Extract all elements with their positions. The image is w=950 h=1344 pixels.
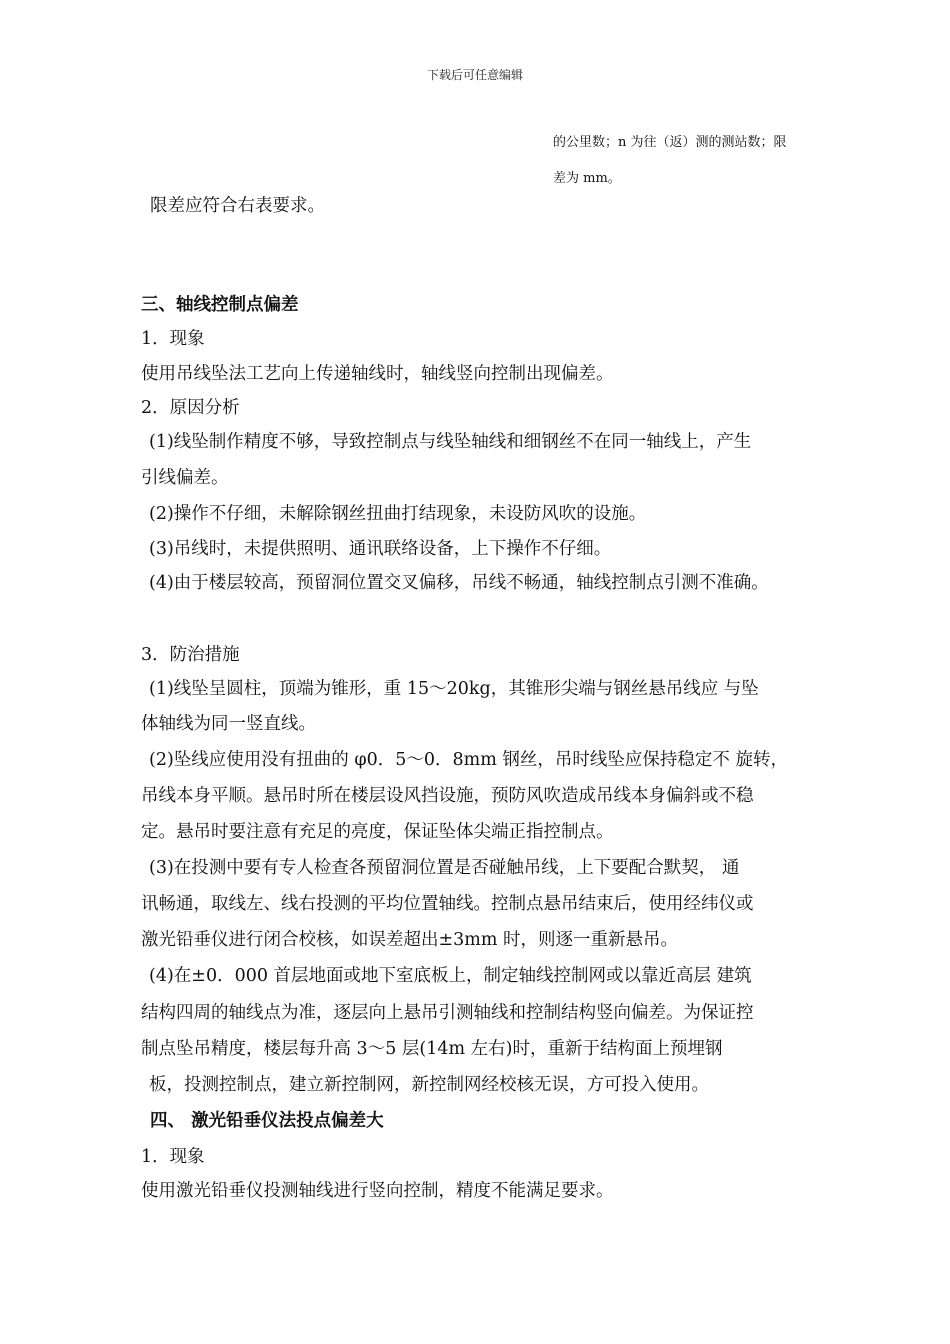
subheading-phenomenon: 1．现象 (141, 329, 205, 349)
paragraph-line: 定。悬吊时要注意有充足的亮度，保证坠体尖端正指控制点。 (141, 822, 614, 842)
paragraph-line: 体轴线为同一竖直线。 (141, 714, 316, 734)
paragraph-line: 结构四周的轴线点为准，逐层向上悬吊引测轴线和控制结构竖向偏差。为保证控 (141, 1003, 754, 1023)
paragraph-line: 限差应符合右表要求。 (150, 196, 325, 216)
subheading-phenomenon: 1．现象 (141, 1147, 205, 1167)
paragraph-line: 引线偏差。 (141, 468, 229, 488)
paragraph-line: (1)线坠呈圆柱，顶端为锥形，重 15～20kg，其锥形尖端与钢丝悬吊线应 与坠 (149, 679, 759, 699)
section-heading-3: 三、轴线控制点偏差 (141, 295, 299, 315)
paragraph-line: 激光铅垂仪进行闭合校核，如误差超出±3mm 时，则逐一重新悬吊。 (141, 930, 679, 950)
paragraph-line: 使用激光铅垂仪投测轴线进行竖向控制，精度不能满足要求。 (141, 1181, 614, 1201)
paragraph-line: (3)在投测中要有专人检查各预留洞位置是否碰触吊线，上下要配合默契， 通 (149, 858, 740, 878)
paragraph-line: (2)操作不仔细，未解除钢丝扭曲打结现象，未设防风吹的设施。 (149, 504, 647, 524)
page-header: 下载后可任意编辑 (426, 68, 523, 82)
section-heading-4: 四、 激光铅垂仪法投点偏差大 (150, 1111, 384, 1131)
paragraph-line: (4)由于楼层较高，预留洞位置交叉偏移，吊线不畅通，轴线控制点引测不准确。 (149, 573, 769, 593)
paragraph-line: 吊线本身平顺。悬吊时所在楼层设风挡设施，预防风吹造成吊线本身偏斜或不稳 (141, 786, 754, 806)
paragraph-line: (3)吊线时，未提供照明、通讯联络设备，上下操作不仔细。 (149, 539, 612, 559)
paragraph-line: 使用吊线坠法工艺向上传递轴线时，轴线竖向控制出现偏差。 (141, 364, 614, 384)
table-note-line-1: 的公里数；n 为往（返）测的测站数；限 (553, 135, 787, 150)
paragraph-line: 板，投测控制点，建立新控制网，新控制网经校核无误，方可投入使用。 (149, 1075, 709, 1095)
paragraph-line: 讯畅通，取线左、线右投测的平均位置轴线。控制点悬吊结束后，使用经纬仪或 (141, 894, 754, 914)
paragraph-line: 制点坠吊精度，楼层每升高 3～5 层(14m 左右)时，重新于结构面上预埋钢 (141, 1039, 723, 1059)
subheading-cause-analysis: 2．原因分析 (141, 398, 240, 418)
subheading-prevention: 3．防治措施 (141, 645, 240, 665)
table-note-line-2: 差为 mm。 (553, 171, 621, 186)
paragraph-line: (4)在±0．000 首层地面或地下室底板上，制定轴线控制网或以靠近高层 建筑 (149, 966, 752, 986)
paragraph-line: (1)线坠制作精度不够，导致控制点与线坠轴线和细钢丝不在同一轴线上，产生 (149, 432, 752, 452)
paragraph-line: (2)坠线应使用没有扭曲的 φ0．5～0．8mm 钢丝，吊时线坠应保持稳定不 旋转， (149, 750, 788, 770)
